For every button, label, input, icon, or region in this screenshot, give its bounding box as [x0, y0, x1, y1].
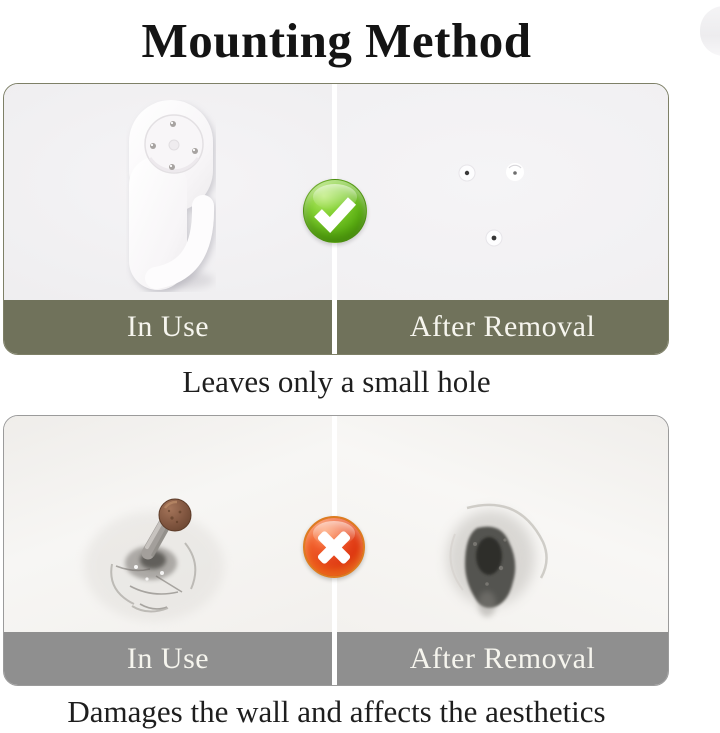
page-title: Mounting Method [141, 13, 532, 68]
wall-damage-hole [337, 416, 668, 632]
comparison-panel-nail [3, 415, 669, 686]
nail-after-removal-photo [337, 416, 668, 632]
checkmark-glyph [304, 180, 366, 242]
hook-label-bar [4, 300, 668, 354]
hook-in-use-photo [4, 84, 332, 300]
comparison-panel-hook [3, 83, 669, 355]
hook-caption: Leaves only a small hole [182, 364, 491, 399]
cross-icon [303, 516, 365, 578]
small-pin-holes [337, 84, 668, 300]
nail-label-bar [4, 632, 668, 685]
nail-in-use-label: In Use [4, 632, 332, 685]
hook-in-use-label: In Use [4, 300, 332, 354]
hook-after-removal-photo [337, 84, 668, 300]
nail-in-wall-illustration [4, 416, 332, 632]
corner-photo-artifact [700, 6, 720, 56]
nail-caption: Damages the wall and affects the aesthetics [67, 694, 606, 729]
hook-after-removal-label: After Removal [337, 300, 668, 354]
check-icon [303, 179, 367, 243]
wall-hook-illustration [126, 100, 216, 292]
nail-after-removal-label: After Removal [337, 632, 668, 685]
nail-in-use-photo [4, 416, 332, 632]
